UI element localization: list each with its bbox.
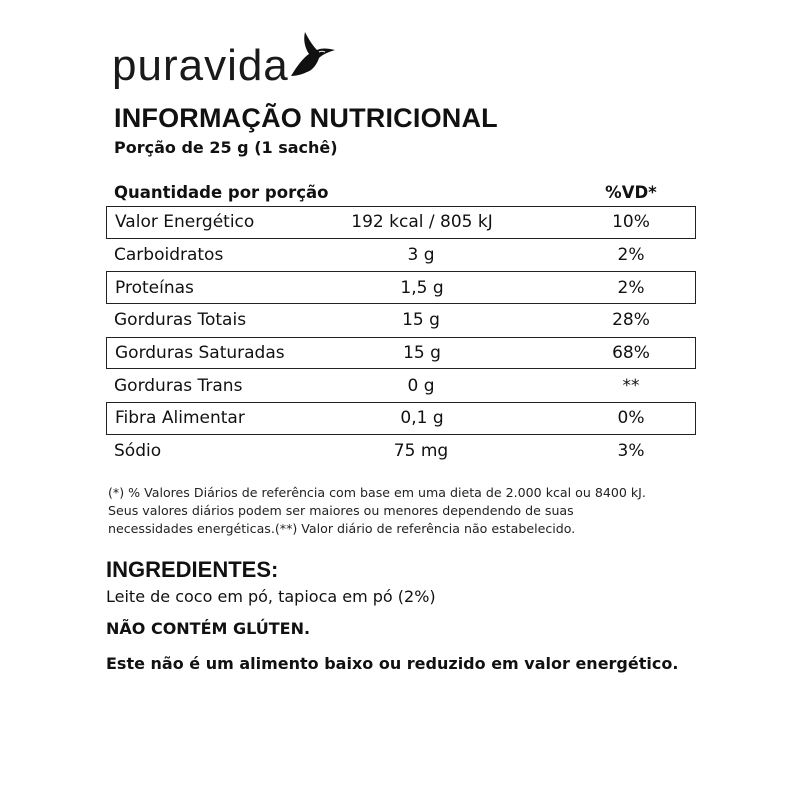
row-dv: ** (622, 375, 640, 396)
row-label: Fibra Alimentar (115, 408, 245, 429)
footnote-line: (*) % Valores Diários de referência com base em uma dieta de 2.000 kcal ou 8400 kJ. (108, 485, 646, 500)
table-row (106, 206, 696, 239)
ingredients-title: INGREDIENTES: (106, 557, 279, 582)
row-label: Carboidratos (114, 245, 224, 266)
page-title: INFORMAÇÃO NUTRICIONAL (114, 103, 498, 133)
row-amount: 192 kcal / 805 kJ (351, 212, 493, 233)
row-amount: 0,1 g (400, 408, 444, 429)
table-body (106, 206, 696, 468)
row-label: Gorduras Saturadas (115, 343, 285, 364)
row-dv: 2% (617, 277, 645, 298)
row-label: Gorduras Totais (114, 310, 247, 331)
row-label: Gorduras Trans (114, 375, 243, 396)
row-amount: 0 g (407, 375, 435, 396)
header-dv: %VD* (605, 182, 657, 202)
row-amount: 15 g (403, 343, 441, 364)
table-header (106, 178, 696, 206)
row-dv: 3% (617, 441, 645, 462)
energy-disclaimer: Este não é um alimento baixo ou reduzido em valor energético. (106, 654, 679, 673)
row-amount: 3 g (407, 245, 435, 266)
row-amount: 15 g (402, 310, 440, 331)
ingredients-text: Leite de coco em pó, tapioca em pó (2%) (106, 587, 436, 606)
footnote-line: Seus valores diários podem ser maiores ou menores dependendo de suas (108, 503, 574, 518)
table-row (106, 402, 696, 435)
table-row (106, 435, 696, 468)
row-dv: 0% (617, 408, 645, 429)
table-row (106, 239, 696, 272)
row-dv: 10% (612, 212, 650, 233)
row-amount: 75 mg (393, 441, 449, 462)
table-row (106, 369, 696, 402)
row-amount: 1,5 g (400, 277, 444, 298)
footnote (108, 484, 708, 538)
row-dv: 68% (612, 343, 650, 364)
table-row (106, 337, 696, 370)
row-label: Proteínas (115, 277, 194, 298)
row-label: Sódio (114, 441, 162, 462)
brand-name: puravida (112, 41, 289, 90)
footnote-line: necessidades energéticas.(**) Valor diário de referência não estabelecido. (108, 521, 576, 536)
brand-logo (112, 30, 337, 88)
row-label: Valor Energético (115, 212, 255, 233)
gluten-notice: NÃO CONTÉM GLÚTEN. (106, 619, 311, 638)
serving-size: Porção de 25 g (1 sachê) (114, 138, 338, 157)
hummingbird-icon (285, 30, 337, 78)
table-row (106, 271, 696, 304)
table-row (106, 304, 696, 337)
row-dv: 2% (617, 245, 645, 266)
header-quantity: Quantidade por porção (114, 182, 329, 202)
row-dv: 28% (612, 310, 650, 331)
nutrition-table (106, 178, 696, 468)
